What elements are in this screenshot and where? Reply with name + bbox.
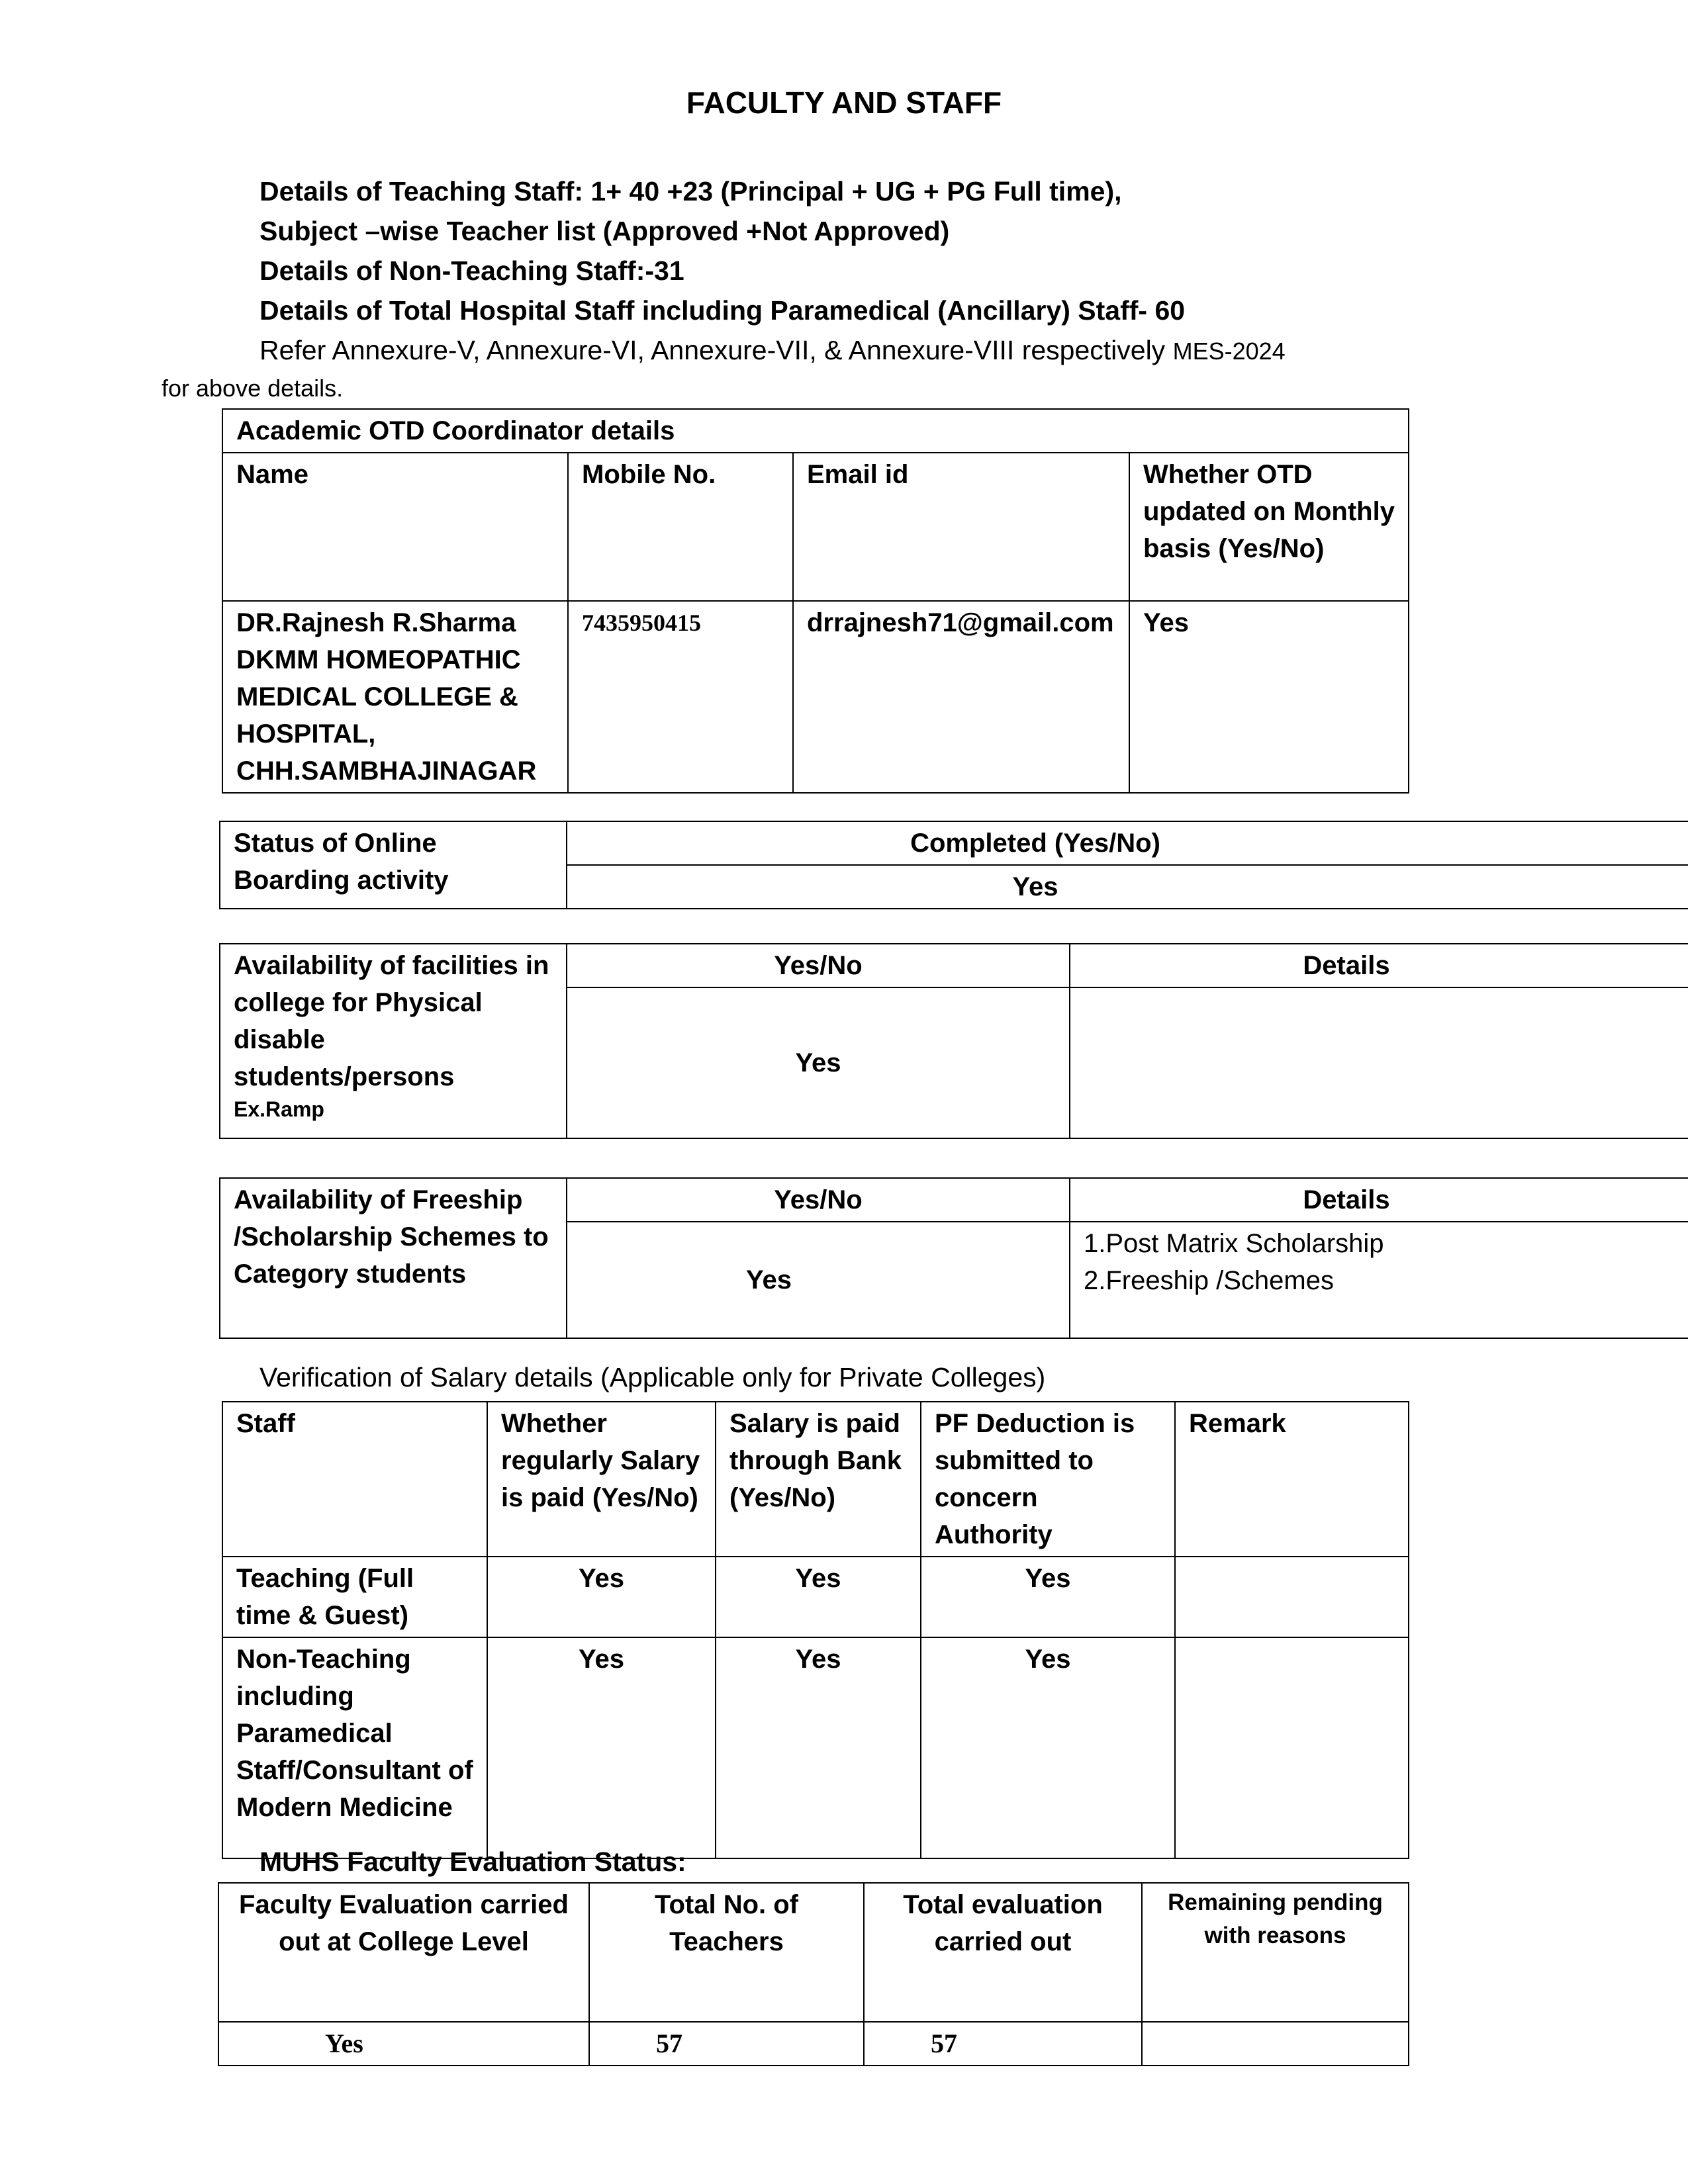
- otd-coordinator-table: [222, 408, 1409, 794]
- otd-coordinator-name: [222, 601, 568, 793]
- muhs-total-teachers-value: 57: [589, 2022, 864, 2066]
- muhs-pending-value: [1142, 2022, 1409, 2066]
- refer-annexure-suffix: MES-2024: [1172, 338, 1286, 365]
- table-row: [222, 1637, 1409, 1858]
- freeship-detail-item: 2.Freeship /Schemes: [1084, 1266, 1334, 1295]
- salary-header-staff: Staff: [222, 1402, 487, 1557]
- otd-header-name: Name: [222, 453, 568, 601]
- facilities-example: Ex.Ramp: [234, 1097, 324, 1121]
- facilities-header-details: Details: [1070, 944, 1688, 987]
- facilities-details: [1070, 987, 1688, 1138]
- name-line: DR.Rajnesh R.Sharma: [236, 608, 516, 637]
- otd-coordinator-email: drrajnesh71@gmail.com: [793, 601, 1129, 793]
- online-boarding-value: Yes: [567, 865, 1688, 909]
- teaching-staff-details: Details of Teaching Staff: 1+ 40 +23 (Principal + UG + PG Full time),: [259, 176, 1122, 206]
- salary-bank-value: Yes: [716, 1557, 921, 1637]
- facilities-header-yesno: Yes/No: [567, 944, 1070, 987]
- otd-updated-value: Yes: [1129, 601, 1409, 793]
- salary-verification-table: [222, 1401, 1409, 1859]
- online-boarding-label: Status of Online Boarding activity: [220, 821, 567, 909]
- table-row: [222, 1557, 1409, 1637]
- freeship-label: Availability of Freeship /Scholarship Schemes to Category students: [220, 1178, 567, 1338]
- salary-staff-non-teaching: Non-Teaching including Paramedical Staff/Consultant of Modern Medicine: [222, 1637, 487, 1858]
- muhs-header-total-evaluated: Total evaluation carried out: [864, 1883, 1142, 2022]
- freeship-details: [1070, 1222, 1688, 1338]
- name-line: HOSPITAL,: [236, 719, 376, 749]
- salary-bank-value: Yes: [716, 1637, 921, 1858]
- refer-annexure-line: [259, 335, 1286, 366]
- salary-pf-value: Yes: [921, 1557, 1175, 1637]
- facilities-value: Yes: [567, 987, 1070, 1138]
- facilities-label: [220, 944, 567, 1138]
- freeship-header-details: Details: [1070, 1178, 1688, 1222]
- name-line: DKMM HOMEOPATHIC: [236, 645, 521, 674]
- muhs-total-evaluated-value: 57: [864, 2022, 1142, 2066]
- salary-pf-value: Yes: [921, 1637, 1175, 1858]
- non-teaching-staff-details: Details of Non-Teaching Staff:-31: [259, 255, 684, 286]
- salary-header-regular: Whether regularly Salary is paid (Yes/No): [487, 1402, 716, 1557]
- salary-staff-teaching: Teaching (Full time & Guest): [222, 1557, 487, 1637]
- page-title: FACULTY AND STAFF: [686, 85, 1002, 120]
- name-line: MEDICAL COLLEGE &: [236, 682, 518, 711]
- name-line: CHH.SAMBHAJINAGAR: [236, 756, 537, 786]
- facilities-label-text: Availability of facilities in college for Physical disable students/persons: [234, 951, 549, 1091]
- subject-wise-teacher-list: Subject –wise Teacher list (Approved +Not Approved): [259, 216, 950, 246]
- salary-header-remark: Remark: [1175, 1402, 1409, 1557]
- muhs-evaluation-caption: MUHS Faculty Evaluation Status:: [259, 1846, 686, 1877]
- otd-header-mobile: Mobile No.: [568, 453, 793, 601]
- refer-continuation: for above details.: [162, 375, 344, 402]
- otd-table-title: Academic OTD Coordinator details: [222, 409, 1409, 453]
- online-boarding-table: [219, 821, 1688, 909]
- online-boarding-header: Completed (Yes/No): [567, 821, 1688, 865]
- freeship-scholarship-table: [219, 1177, 1688, 1339]
- muhs-evaluation-table: [218, 1882, 1409, 2066]
- freeship-value: Yes: [567, 1222, 1070, 1338]
- salary-verification-caption: Verification of Salary details (Applicable only for Private Colleges): [259, 1362, 1046, 1392]
- muhs-header-pending: Remaining pending with reasons: [1142, 1883, 1409, 2022]
- muhs-carried-out-value: Yes: [218, 2022, 589, 2066]
- salary-header-pf: PF Deduction is submitted to concern Authority: [921, 1402, 1175, 1557]
- salary-regular-value: Yes: [487, 1637, 716, 1858]
- disability-facilities-table: [219, 943, 1688, 1139]
- otd-header-email: Email id: [793, 453, 1129, 601]
- freeship-header-yesno: Yes/No: [567, 1178, 1070, 1222]
- otd-coordinator-mobile: 7435950415: [568, 601, 793, 793]
- salary-header-bank: Salary is paid through Bank (Yes/No): [716, 1402, 921, 1557]
- freeship-detail-item: 1.Post Matrix Scholarship: [1084, 1229, 1384, 1258]
- salary-remark-value: [1175, 1557, 1409, 1637]
- salary-remark-value: [1175, 1637, 1409, 1858]
- salary-regular-value: Yes: [487, 1557, 716, 1637]
- otd-header-updated: Whether OTD updated on Monthly basis (Yes/No): [1129, 453, 1409, 601]
- muhs-header-total-teachers: Total No. of Teachers: [589, 1883, 864, 2022]
- muhs-header-carried-out: Faculty Evaluation carried out at College Level: [218, 1883, 589, 2022]
- refer-annexure-text: Refer Annexure-V, Annexure-VI, Annexure-VII, & Annexure-VIII respectively: [259, 335, 1166, 365]
- hospital-staff-details: Details of Total Hospital Staff including Paramedical (Ancillary) Staff- 60: [259, 295, 1186, 326]
- table-row: [218, 2022, 1409, 2066]
